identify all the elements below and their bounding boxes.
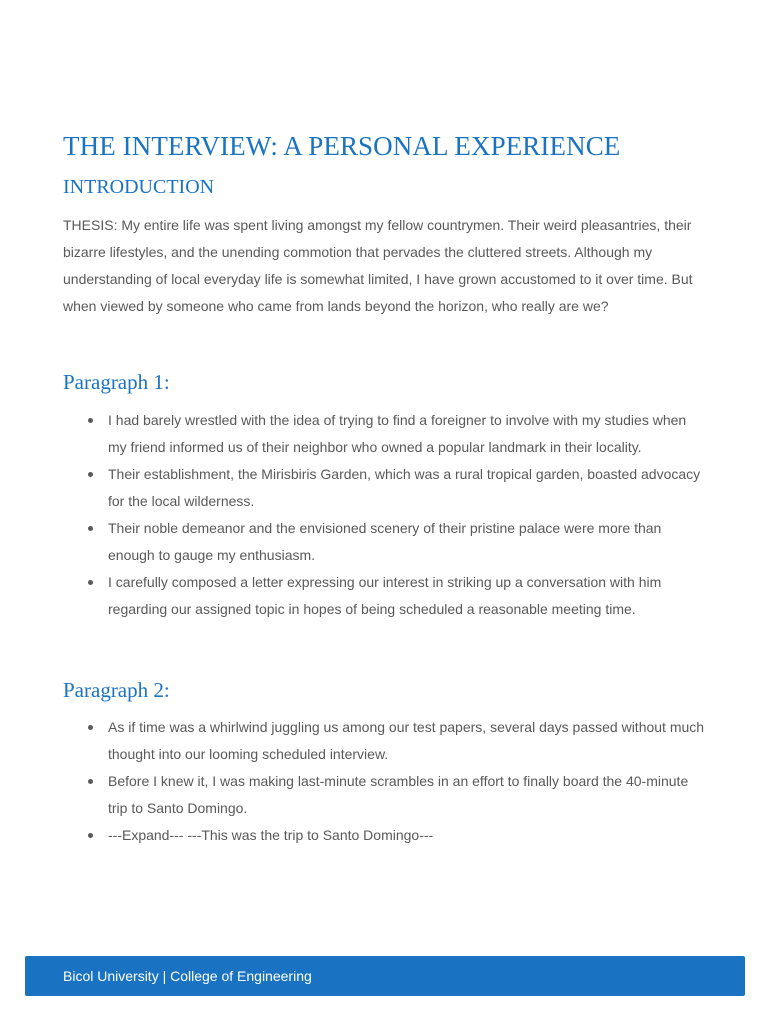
bullet-text: Their establishment, the Mirisbiris Garden, which was a rural tropical garden, boasted advocacy for the local wilderness. (108, 466, 701, 509)
bullet-dot-icon (88, 779, 93, 784)
bullet-item (63, 569, 708, 623)
paragraph-2-bullet-list (63, 714, 708, 849)
footer-text: Bicol University | College of Engineering (63, 968, 312, 984)
thesis-paragraph: THESIS: My entire life was spent living amongst my fellow countrymen. Their weird pleasantries, their bizarre lifestyles, and the unending commotion that pervades the cluttered streets. Although my understanding of local everyday life is somewhat limited, I have grown accustomed to it over time. But when viewed by someone who came from lands beyond the horizon, who really are we? (63, 217, 693, 314)
bullet-text: Their noble demeanor and the envisioned scenery of their pristine palace were more than enough to gauge my enthusiasm. (108, 520, 662, 563)
bullet-text: I carefully composed a letter expressing our interest in striking up a conversation with him regarding our assigned topic in hopes of being scheduled a reasonable meeting time. (108, 574, 662, 617)
paragraph-1-heading: Paragraph 1: (63, 370, 170, 394)
bullet-item (63, 768, 708, 822)
introduction-heading: INTRODUCTION (63, 176, 215, 198)
paragraph-2-heading: Paragraph 2: (63, 678, 170, 702)
bullet-dot-icon (88, 725, 93, 730)
bullet-dot-icon (88, 472, 93, 477)
bullet-item (63, 714, 708, 768)
bullet-dot-icon (88, 418, 93, 423)
bullet-text: ---Expand--- ---This was the trip to Santo Domingo--- (108, 827, 434, 843)
bullet-item (63, 822, 708, 849)
paragraph-1-bullet-list (63, 407, 708, 623)
bullet-dot-icon (88, 580, 93, 585)
bullet-text: I had barely wrestled with the idea of trying to find a foreigner to involve with my studies when my friend informed us of their neighbor who owned a popular landmark in their locality. (108, 412, 687, 455)
bullet-dot-icon (88, 526, 93, 531)
bullet-dot-icon (88, 833, 93, 838)
bullet-text: Before I knew it, I was making last-minute scrambles in an effort to finally board the 40-minute trip to Santo Domingo. (108, 773, 689, 816)
footer-bar (25, 956, 745, 996)
bullet-text: As if time was a whirlwind juggling us among our test papers, several days passed without much thought into our looming scheduled interview. (108, 719, 705, 762)
bullet-item (63, 515, 708, 569)
document-title: THE INTERVIEW: A PERSONAL EXPERIENCE (63, 131, 621, 161)
bullet-item (63, 407, 708, 461)
bullet-item (63, 461, 708, 515)
